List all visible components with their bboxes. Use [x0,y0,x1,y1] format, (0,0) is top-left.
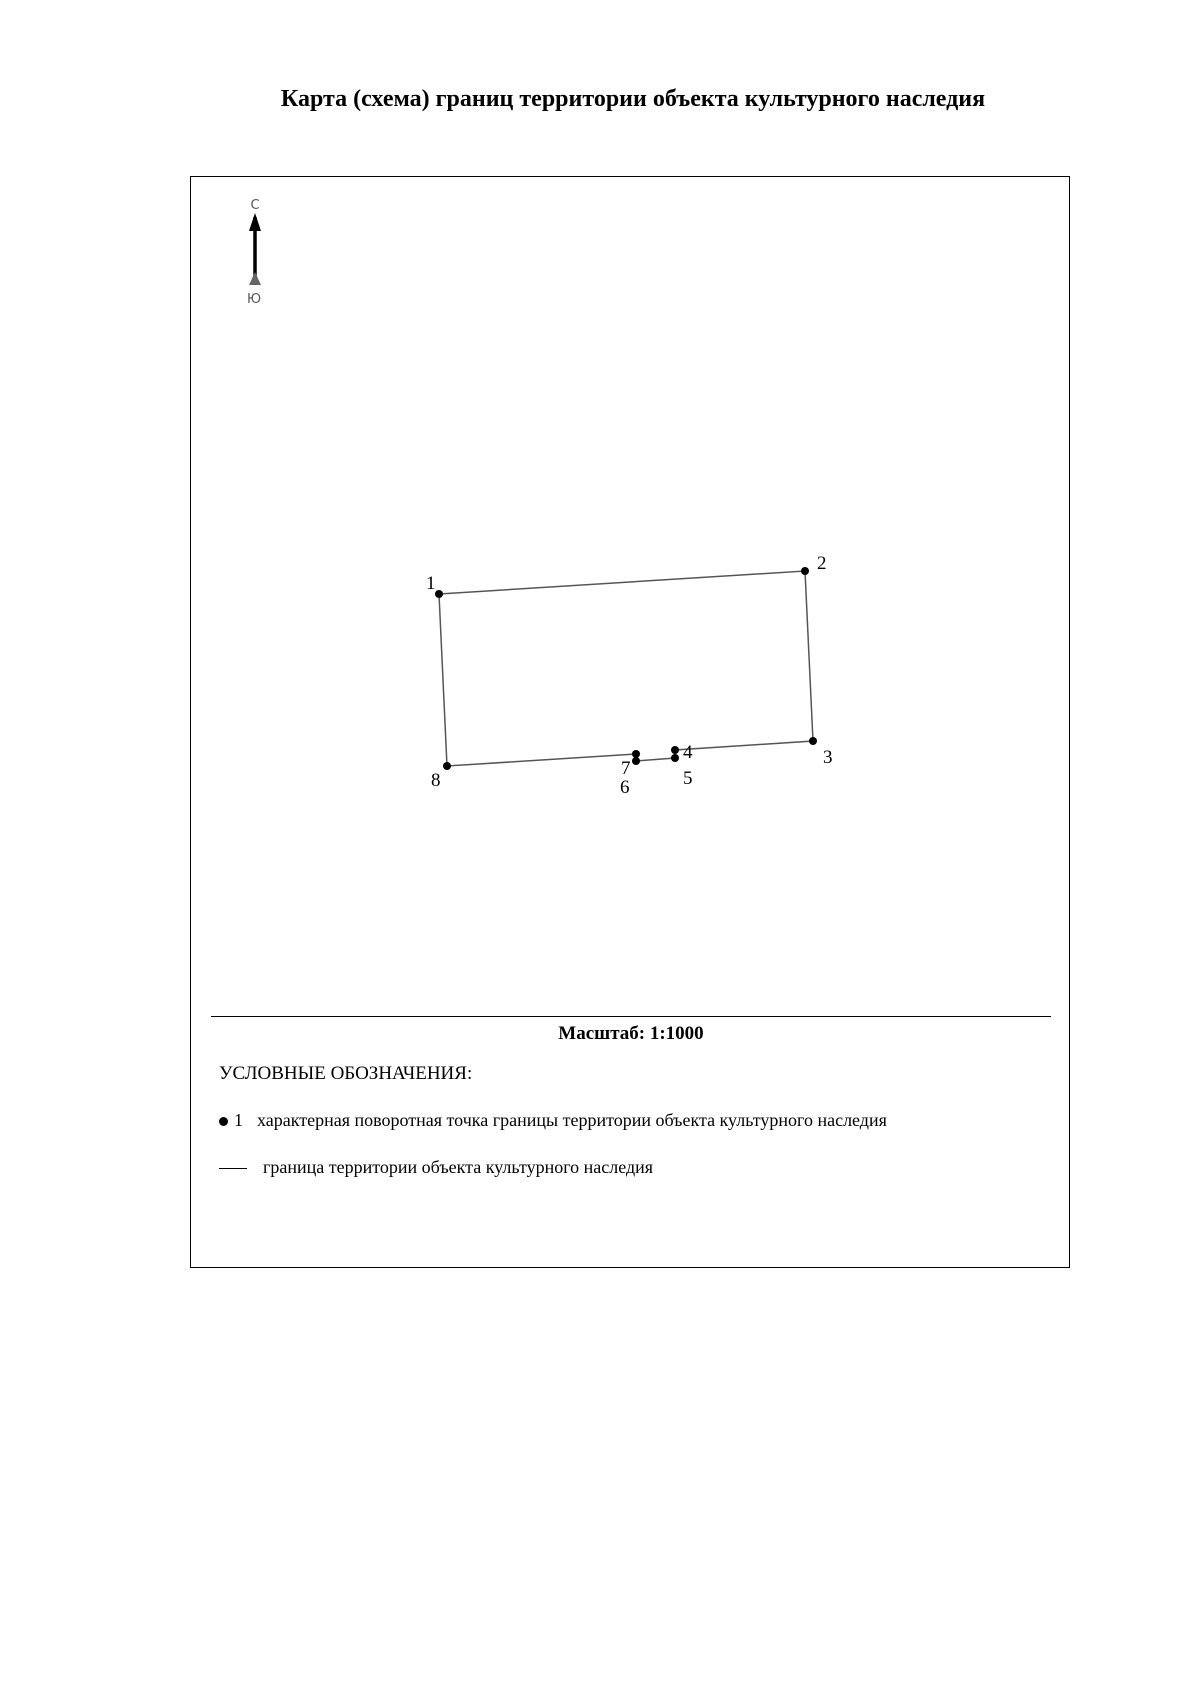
point-label-5: 5 [683,768,693,789]
territory-boundary [439,571,813,766]
boundary-point-7 [632,750,640,758]
point-label-2: 2 [817,553,827,574]
compass-south-label: Ю [246,292,262,307]
boundary-point-8 [443,762,451,770]
boundary-points [435,567,817,770]
boundary-point-5 [671,754,679,762]
map-frame [190,176,1070,1268]
north-arrow-icon [247,198,261,307]
page-title: Карта (схема) границ территории объекта культурного наследия [280,86,986,112]
legend-divider [211,1016,1051,1017]
boundary-line-icon [219,1168,247,1169]
point-marker-icon [219,1117,228,1126]
legend-item-line [219,1157,653,1178]
point-label-8: 8 [431,770,441,791]
point-label-3: 3 [823,747,833,768]
legend-line-text: граница территории объекта культурного наследия [263,1157,654,1177]
map-canvas [191,177,1071,1267]
boundary-point-2 [801,567,809,575]
compass-north-label: С [250,198,260,213]
point-label-6: 6 [620,777,630,798]
point-label-4: 4 [683,742,693,763]
legend-point-number: 1 [234,1110,243,1130]
legend-point-text: характерная поворотная точка границы территории объекта культурного наследия [257,1110,887,1130]
boundary-point-1 [435,590,443,598]
scale-label: Масштаб: 1:1000 [558,1023,704,1044]
point-label-7: 7 [621,758,631,779]
legend-title: УСЛОВНЫЕ ОБОЗНАЧЕНИЯ: [219,1063,473,1084]
boundary-point-4 [671,746,679,754]
legend-item-point [219,1110,887,1131]
boundary-point-3 [809,737,817,745]
boundary-point-6 [632,757,640,765]
point-label-1: 1 [426,573,436,594]
